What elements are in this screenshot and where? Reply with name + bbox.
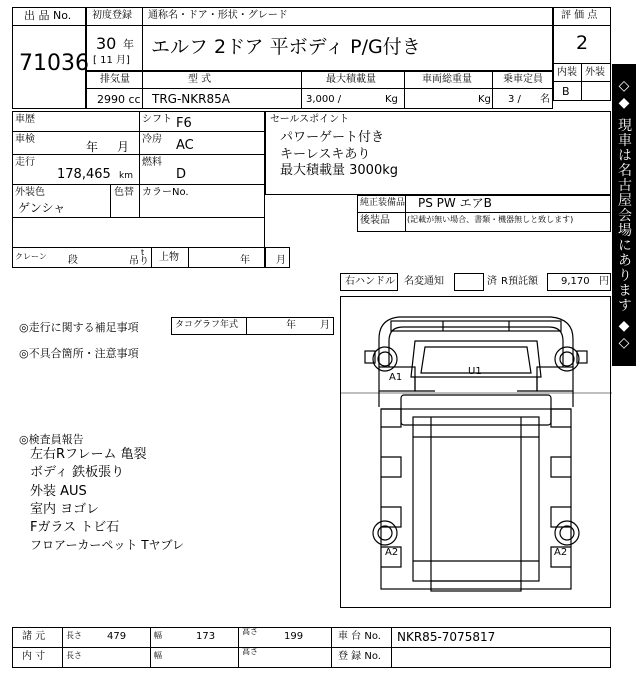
damage-mark-u1: U1 <box>468 366 482 377</box>
width-label: 幅 <box>154 631 162 640</box>
aftermarket-note: (記載が無い場合、書類・機器無しと致します) <box>407 215 574 224</box>
sales-point-3: 最大積載量 3000kg <box>280 163 398 178</box>
width-value: 173 <box>196 631 216 642</box>
crane-hang: 吊り <box>129 256 149 267</box>
year-unit: 年 <box>123 38 134 51</box>
aircon-label: 冷房 <box>142 134 162 145</box>
recycle-unit: 円 <box>599 276 609 287</box>
aircon-value: AC <box>176 138 194 153</box>
height-value: 199 <box>284 631 304 642</box>
fuel-value: D <box>176 167 187 182</box>
chassis-label: 車 台 No. <box>338 631 381 642</box>
dims-label: 諸 元 <box>22 631 46 642</box>
aftermarket-label: 後装品 <box>360 215 390 226</box>
shift-label: シフト <box>142 114 172 125</box>
color-change-label: 色替 <box>114 187 134 198</box>
inspector-report-label: ◎検査員報告 <box>19 433 84 446</box>
inspector-line-2: ボディ 鉄板張り <box>30 465 125 480</box>
year-value: 30 <box>96 34 117 53</box>
name-label: 通称名・ドア・形状・グレード <box>148 10 288 21</box>
month-value: [ 11 月] <box>93 55 130 66</box>
lot-label: 出 品 No. <box>24 9 72 22</box>
damage-mark-a2-right: A2 <box>554 547 568 558</box>
crane-ton: t <box>141 248 145 257</box>
mileage-value: 178,465 <box>57 167 111 182</box>
tachograph-year: 年 <box>286 320 296 331</box>
length-value: 479 <box>107 631 127 642</box>
truck-outline-svg <box>341 297 612 609</box>
tachograph-label: タコグラフ年式 <box>175 320 239 330</box>
lot-number: 71036 <box>19 51 89 76</box>
defect-notes-label: ◎不具合箇所・注意事項 <box>19 347 139 360</box>
inspector-line-3: 外装 AUS <box>30 484 87 499</box>
interior-grade: B <box>562 85 570 98</box>
exterior-color-label: 外装色 <box>15 187 45 198</box>
fuel-label: 燃料 <box>142 157 162 168</box>
mileage-label: 走行 <box>15 157 35 168</box>
color-no-label: カラーNo. <box>142 187 189 198</box>
lift-label: 上物 <box>159 252 179 263</box>
inspector-line-4: 室内 ヨゴレ <box>30 502 100 517</box>
chassis-value: NKR85-7075817 <box>397 630 496 644</box>
recycle-label: R預託額 <box>501 276 538 287</box>
genuine-value: PS PW エアB <box>418 196 492 210</box>
first-reg-label: 初度登録 <box>92 10 132 21</box>
inner-dims-label: 内 寸 <box>22 651 46 662</box>
inspection-label: 車検 <box>15 134 35 145</box>
sales-points-label: セールスポイント <box>270 114 350 125</box>
truck-diagram <box>340 296 611 608</box>
length-label: 長さ <box>66 631 82 640</box>
mileage-unit: km <box>119 171 133 181</box>
recycle-amount: 9,170 <box>561 276 590 287</box>
inspection-year: 年 <box>86 140 99 154</box>
capacity-unit: 名 <box>540 94 550 105</box>
gross-weight-unit: Kg <box>478 94 491 105</box>
inspector-line-5: Fガラス トビ石 <box>30 520 120 535</box>
max-load-unit: Kg <box>385 94 398 105</box>
interior-label: 内装 <box>557 67 577 78</box>
sales-point-1: パワーゲート付き <box>280 130 385 145</box>
max-load-value: 3,000 / <box>306 94 342 105</box>
exterior-label: 外装 <box>585 67 605 78</box>
capacity-value: 3 / <box>508 94 521 105</box>
driving-notes-label: ◎走行に関する補足事項 <box>19 321 139 334</box>
inner-height-label: 高さ <box>242 647 258 656</box>
inner-width-label: 幅 <box>154 651 162 660</box>
model-code-label: 型 式 <box>188 74 212 85</box>
model-name: エルフ 2ドア 平ボディ P/G付き <box>151 36 421 58</box>
crane-stage: 段 <box>68 255 78 266</box>
displacement-label: 排気量 <box>100 74 130 85</box>
damage-mark-a2-left: A2 <box>385 547 399 558</box>
tachograph-month: 月 <box>320 320 330 331</box>
shift-value: F6 <box>176 116 192 131</box>
gross-weight-label: 車両総重量 <box>422 74 472 85</box>
capacity-label: 乗車定員 <box>503 74 543 85</box>
damage-mark-a1: A1 <box>389 372 403 383</box>
sales-point-2: キーレスキあり <box>280 147 371 162</box>
exterior-color-value: ゲンシャ <box>18 201 66 215</box>
displacement-value: 2990 cc <box>97 93 141 106</box>
inspector-line-6: フロアーカーペット Tヤブレ <box>30 538 185 552</box>
model-code-value: TRG-NKR85A <box>152 92 230 106</box>
steering-value: 右ハンドル <box>345 276 395 287</box>
inspection-month: 月 <box>117 140 130 154</box>
max-load-label: 最大積載量 <box>326 74 376 85</box>
genuine-label: 純正装備品 <box>360 198 406 208</box>
name-change-label: 名変通知 <box>404 276 444 287</box>
lift-month: 月 <box>276 255 286 266</box>
recycle-prefix: 済 <box>487 276 497 287</box>
inspector-line-1: 左右Rフレーム 亀裂 <box>30 447 147 462</box>
lift-year: 年 <box>240 255 250 266</box>
reg-label: 登 録 No. <box>338 651 381 662</box>
score-label: 評 価 点 <box>561 10 598 21</box>
crane-label: クレーン <box>15 252 47 261</box>
inner-length-label: 長さ <box>66 651 82 660</box>
history-label: 車歴 <box>15 114 35 125</box>
score-value: 2 <box>576 32 589 54</box>
name-change-box <box>454 273 484 291</box>
venue-notice: ◇◆ 現車は名古屋会場にあります ◆◇ <box>612 64 636 366</box>
height-label: 高さ <box>242 627 258 636</box>
